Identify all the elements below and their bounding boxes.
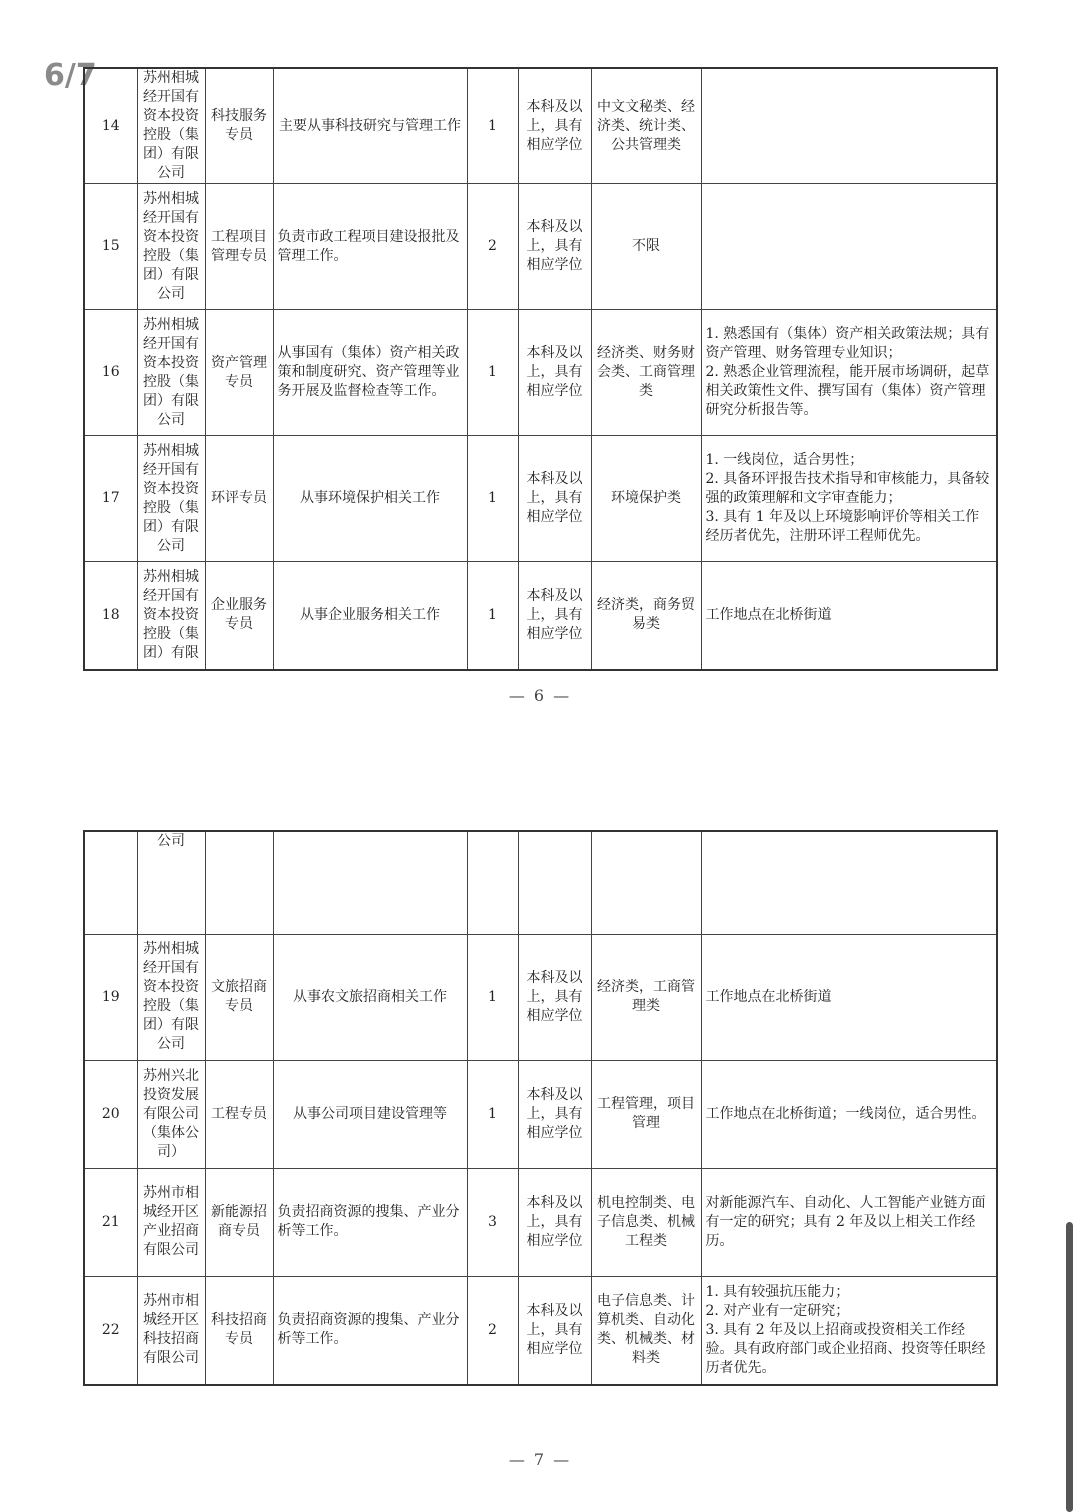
cell-post: 新能源招商专员 bbox=[205, 1168, 273, 1276]
page-indicator: 6/7 bbox=[44, 58, 97, 93]
cell-unit-continuation: 公司 bbox=[137, 831, 205, 934]
cell-duty: 主要从事科技研究与管理工作 bbox=[273, 68, 467, 184]
cell-duty: 负责招商资源的搜集、产业分析等工作。 bbox=[273, 1168, 467, 1276]
cell-unit: 苏州相城经开国有资本投资控股（集团）有限公司 bbox=[137, 436, 205, 562]
cell-unit: 苏州市相城经开区科技招商有限公司 bbox=[137, 1276, 205, 1385]
cell-no: 15 bbox=[84, 184, 137, 310]
cell-no: 18 bbox=[84, 562, 137, 670]
cell-major: 工程管理，项目管理 bbox=[591, 1060, 701, 1168]
cell-post: 文旅招商专员 bbox=[205, 934, 273, 1060]
table-row bbox=[84, 934, 997, 1060]
cell-duty: 从事环境保护相关工作 bbox=[273, 436, 467, 562]
cell-no bbox=[84, 831, 137, 934]
cell-unit: 苏州相城经开国有资本投资控股（集团）有限公司 bbox=[137, 184, 205, 310]
page-number-footer: — 6 — bbox=[508, 686, 572, 705]
cell-no: 20 bbox=[84, 1060, 137, 1168]
cell-post: 科技服务专员 bbox=[205, 68, 273, 184]
cell-unit: 苏州相城经开国有资本投资控股（集团）有限公司 bbox=[137, 310, 205, 436]
cell-unit: 苏州相城经开国有资本投资控股（集团）有限公司 bbox=[137, 68, 205, 184]
cell-duty: 从事企业服务相关工作 bbox=[273, 562, 467, 670]
cell-major: 中文文秘类、经济类、统计类、公共管理类 bbox=[591, 68, 701, 184]
cell-no: 19 bbox=[84, 934, 137, 1060]
cell-duty bbox=[273, 831, 467, 934]
recruitment-table-page-7 bbox=[83, 830, 998, 1386]
cell-duty: 从事国有（集体）资产相关政策和制度研究、资产管理等业务开展及监督检查等工作。 bbox=[273, 310, 467, 436]
cell-major: 经济类，工商管理类 bbox=[591, 934, 701, 1060]
cell-num: 1 bbox=[467, 310, 518, 436]
cell-req: 工作地点在北桥街道 bbox=[701, 562, 997, 670]
cell-major: 不限 bbox=[591, 184, 701, 310]
table-row bbox=[84, 184, 997, 310]
table-row bbox=[84, 436, 997, 562]
table-row bbox=[84, 310, 997, 436]
cell-no: 17 bbox=[84, 436, 137, 562]
cell-req: 1. 一线岗位，适合男性； 2. 具备环评报告技术指导和审核能力，具备较强的政策理解和文字审查能力； 3. 具有 1 年及以上环境影响评价等相关工作经历者优先，注册环评工程师优先。 bbox=[701, 436, 997, 562]
cell-major: 环境保护类 bbox=[591, 436, 701, 562]
cell-edu: 本科及以上，具有相应学位 bbox=[518, 934, 591, 1060]
cell-req bbox=[701, 184, 997, 310]
table-row bbox=[84, 1276, 997, 1385]
cell-num: 1 bbox=[467, 562, 518, 670]
cell-duty: 从事农文旅招商相关工作 bbox=[273, 934, 467, 1060]
cell-unit: 苏州市相城经开区产业招商有限公司 bbox=[137, 1168, 205, 1276]
cell-duty: 负责市政工程项目建设报批及管理工作。 bbox=[273, 184, 467, 310]
cell-req: 1. 具有较强抗压能力； 2. 对产业有一定研究； 3. 具有 2 年及以上招商或投资相关工作经验。具有政府部门或企业招商、投资等任职经历者优先。 bbox=[701, 1276, 997, 1385]
cell-edu: 本科及以上，具有相应学位 bbox=[518, 184, 591, 310]
cell-major: 经济类、财务财会类、工商管理类 bbox=[591, 310, 701, 436]
cell-post: 科技招商专员 bbox=[205, 1276, 273, 1385]
cell-edu: 本科及以上，具有相应学位 bbox=[518, 562, 591, 670]
cell-num: 1 bbox=[467, 1060, 518, 1168]
cell-duty: 从事公司项目建设管理等 bbox=[273, 1060, 467, 1168]
cell-no: 16 bbox=[84, 310, 137, 436]
cell-req: 工作地点在北桥街道；一线岗位，适合男性。 bbox=[701, 1060, 997, 1168]
table-row bbox=[84, 68, 997, 184]
cell-num bbox=[467, 831, 518, 934]
cell-edu: 本科及以上，具有相应学位 bbox=[518, 68, 591, 184]
cell-edu: 本科及以上，具有相应学位 bbox=[518, 1168, 591, 1276]
cell-post bbox=[205, 831, 273, 934]
cell-edu: 本科及以上，具有相应学位 bbox=[518, 310, 591, 436]
cell-post: 环评专员 bbox=[205, 436, 273, 562]
cell-edu: 本科及以上，具有相应学位 bbox=[518, 1060, 591, 1168]
table-row-continuation bbox=[84, 831, 997, 934]
cell-unit: 苏州相城经开国有资本投资控股（集团）有限公司 bbox=[137, 934, 205, 1060]
cell-unit: 苏州兴北投资发展有限公司（集体公司） bbox=[137, 1060, 205, 1168]
cell-req bbox=[701, 68, 997, 184]
cell-major: 经济类，商务贸易类 bbox=[591, 562, 701, 670]
cell-num: 1 bbox=[467, 934, 518, 1060]
cell-edu: 本科及以上，具有相应学位 bbox=[518, 1276, 591, 1385]
table-row bbox=[84, 562, 997, 670]
cell-req bbox=[701, 831, 997, 934]
cell-post: 资产管理专员 bbox=[205, 310, 273, 436]
cell-num: 2 bbox=[467, 1276, 518, 1385]
table-row bbox=[84, 1168, 997, 1276]
cell-edu: 本科及以上，具有相应学位 bbox=[518, 436, 591, 562]
cell-post: 工程专员 bbox=[205, 1060, 273, 1168]
recruitment-table-page-6 bbox=[83, 67, 998, 671]
cell-post: 工程项目管理专员 bbox=[205, 184, 273, 310]
cell-num: 3 bbox=[467, 1168, 518, 1276]
table-row bbox=[84, 1060, 997, 1168]
cell-major: 机电控制类、电子信息类、机械工程类 bbox=[591, 1168, 701, 1276]
cell-major: 电子信息类、计算机类、自动化类、机械类、材料类 bbox=[591, 1276, 701, 1385]
cell-edu bbox=[518, 831, 591, 934]
cell-no: 22 bbox=[84, 1276, 137, 1385]
cell-req: 对新能源汽车、自动化、人工智能产业链方面有一定的研究；具有 2 年及以上相关工作经历。 bbox=[701, 1168, 997, 1276]
cell-no: 21 bbox=[84, 1168, 137, 1276]
cell-req: 1. 熟悉国有（集体）资产相关政策法规；具有资产管理、财务管理专业知识； 2. 熟悉企业管理流程，能开展市场调研，起草相关政策性文件、撰写国有（集体）资产管理研究分析报告等。 bbox=[701, 310, 997, 436]
scrollbar[interactable] bbox=[1066, 1222, 1073, 1512]
cell-num: 1 bbox=[467, 68, 518, 184]
page-number-footer: — 7 — bbox=[508, 1450, 572, 1469]
cell-num: 1 bbox=[467, 436, 518, 562]
cell-req: 工作地点在北桥街道 bbox=[701, 934, 997, 1060]
cell-unit: 苏州相城经开国有资本投资控股（集团）有限 bbox=[137, 562, 205, 670]
cell-major bbox=[591, 831, 701, 934]
cell-duty: 负责招商资源的搜集、产业分析等工作。 bbox=[273, 1276, 467, 1385]
cell-no: 14 bbox=[84, 68, 137, 184]
cell-num: 2 bbox=[467, 184, 518, 310]
cell-post: 企业服务专员 bbox=[205, 562, 273, 670]
